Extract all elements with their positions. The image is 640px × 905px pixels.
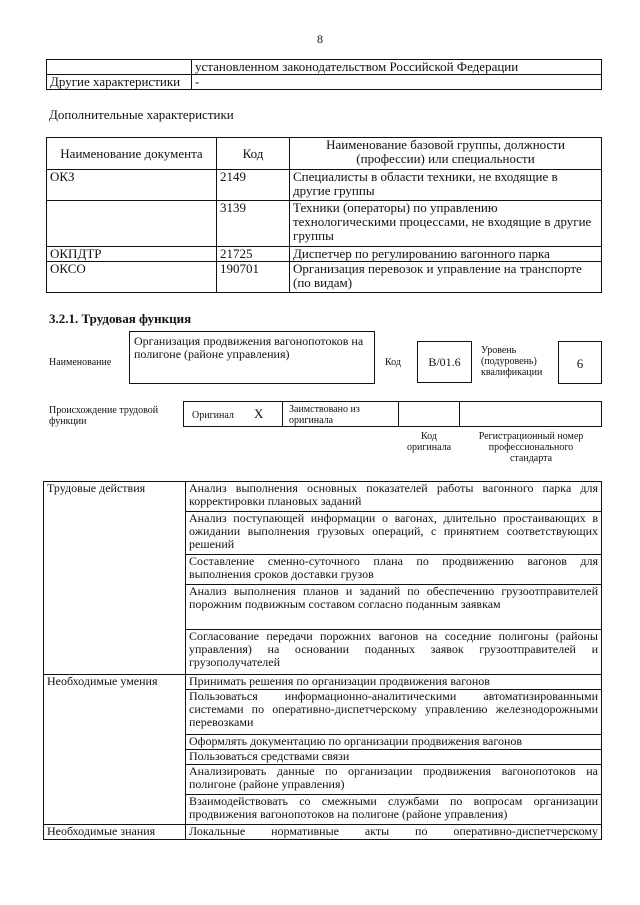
code-original-cell xyxy=(398,401,460,427)
row-doc: ОКЗ xyxy=(47,170,217,201)
row-name: Диспетчер по регулированию вагонного парка xyxy=(290,247,602,262)
continued-text: установленном законодательством Российской Федерации xyxy=(192,60,602,75)
row-name: Специалисты в области техники, не входящие в другие группы xyxy=(290,170,602,201)
skill-item: Оформлять документацию по организации продвижения вагонов xyxy=(186,735,602,750)
borrowed-label: Заимствовано из оригинала xyxy=(289,404,360,426)
other-characteristics-label: Другие характеристики xyxy=(47,75,192,90)
reg-number-cell xyxy=(459,401,602,427)
level-value: 6 xyxy=(558,341,602,384)
function-code: B/01.6 xyxy=(417,341,472,383)
row-name: Техники (операторы) по управлению технологическими процессами, не входящие в другие группы xyxy=(290,201,602,247)
header-code: Код xyxy=(217,138,290,170)
top-table xyxy=(46,59,602,90)
original-cell xyxy=(183,401,283,427)
knowledge-item: Локальные нормативные акты по оперативно-диспетчерскому xyxy=(186,825,602,840)
code-original-label: Код оригинала xyxy=(406,431,452,453)
code-label: Код xyxy=(385,357,401,368)
additional-table xyxy=(46,137,602,293)
row-name: Организация перевозок и управление на транспорте (по видам) xyxy=(290,262,602,293)
skills-label: Необходимые умения xyxy=(44,675,186,825)
origin-label: Происхождение трудовой функции xyxy=(49,405,159,427)
row-code: 21725 xyxy=(217,247,290,262)
actions-label: Трудовые действия xyxy=(44,482,186,675)
skill-item: Взаимодействовать со смежными службами по вопросам организации продвижения вагонопотоков на полигоне (районе управления) xyxy=(186,795,602,825)
header-doc: Наименование документа xyxy=(47,138,217,170)
row-code: 2149 xyxy=(217,170,290,201)
skill-item: Принимать решения по организации продвижения вагонов xyxy=(186,675,602,690)
row-code: 3139 xyxy=(217,201,290,247)
function-heading: 3.2.1. Трудовая функция xyxy=(49,311,192,326)
name-label: Наименование xyxy=(49,357,112,368)
action-item: Согласование передачи порожних вагонов на соседние полигоны (районы управления) на основании поданных заявок грузоотправителей и грузополучателей xyxy=(186,630,602,675)
action-item: Составление сменно-суточного плана по продвижению вагонов для выполнения сроков доставки грузов xyxy=(186,555,602,585)
original-mark: X xyxy=(254,406,264,421)
header-name: Наименование базовой группы, должности (профессии) или специальности xyxy=(290,138,602,170)
function-name: Организация продвижения вагонопотоков на полигоне (районе управления) xyxy=(129,331,375,384)
reg-number-label: Регистрационный номер профессионального стандарта xyxy=(478,431,584,464)
borrowed-cell xyxy=(282,401,399,427)
knowledge-label: Необходимые знания xyxy=(44,825,186,840)
original-label: Оригинал xyxy=(192,410,234,421)
action-item: Анализ поступающей информации о вагонах, длительно простаивающих в ожидании выполнения грузовых операций, с принятием соответствующих решений xyxy=(186,512,602,555)
other-characteristics-value: - xyxy=(192,75,602,90)
level-label: Уровень (подуровень) квалификации xyxy=(481,345,543,378)
row-doc xyxy=(47,201,217,247)
skill-item: Анализировать данные по организации продвижения вагонопотоков на полигоне (районе управления) xyxy=(186,765,602,795)
action-item: Анализ выполнения планов и заданий по обеспечению грузоотправителей порожним подвижным составом согласно поданным заявкам xyxy=(186,585,602,630)
action-item: Анализ выполнения основных показателей работы вагонного парка для корректировки плановых заданий xyxy=(186,482,602,512)
additional-heading: Дополнительные характеристики xyxy=(49,107,234,122)
row-doc: ОКСО xyxy=(47,262,217,293)
skill-item: Пользоваться средствами связи xyxy=(186,750,602,765)
skill-item: Пользоваться информационно-аналитическими автоматизированными системами по оперативно-диспетчерскому управлению железнодорожными перевозками xyxy=(186,690,602,735)
row-doc: ОКПДТР xyxy=(47,247,217,262)
page-number: 8 xyxy=(317,32,323,46)
row-code: 190701 xyxy=(217,262,290,293)
requirements-table xyxy=(43,481,602,840)
